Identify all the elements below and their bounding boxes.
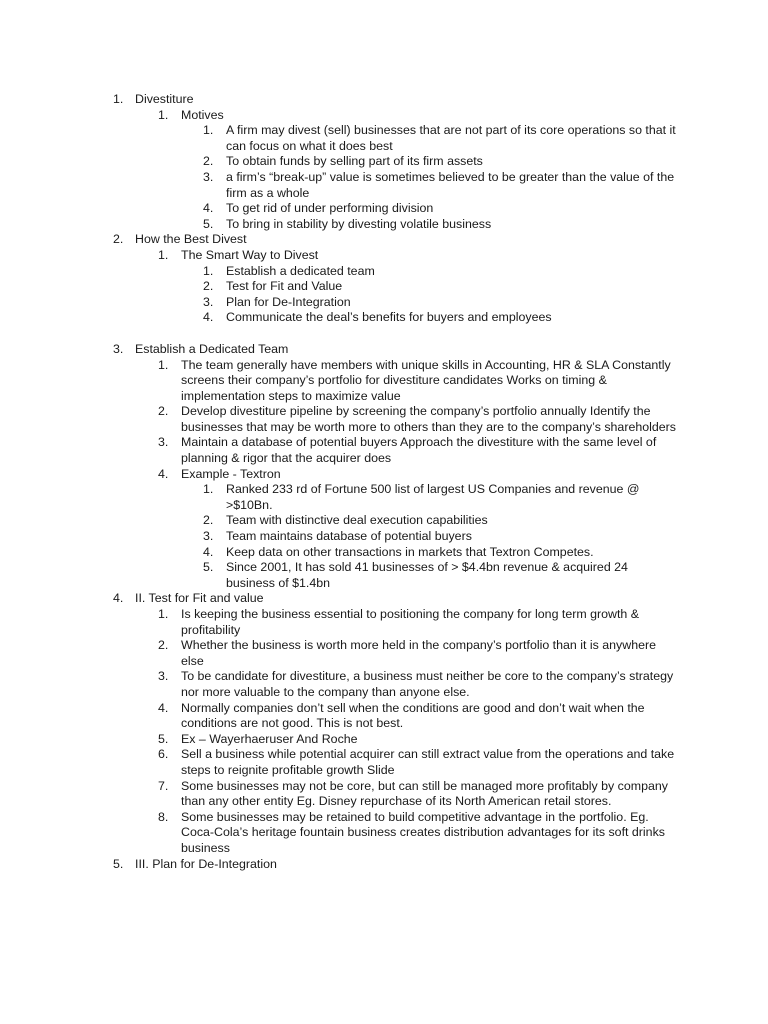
list-number: 2. xyxy=(203,154,214,169)
list-item xyxy=(0,669,768,700)
section-title: Establish a Dedicated Team xyxy=(135,341,289,356)
list-item xyxy=(0,404,768,435)
list-item xyxy=(0,560,768,591)
list-item-text: A firm may divest (sell) businesses that are not part of its core operations so that it can focus on what it does best xyxy=(226,123,676,153)
list-number: 1. xyxy=(158,247,169,262)
list-item-text: Some businesses may be retained to build competitive advantage in the portfolio. Eg. Coca-Cola’s heritage fountain business creates distribution advantages for its soft drinks business xyxy=(181,809,665,855)
list-item xyxy=(0,482,768,513)
document-outline xyxy=(0,92,768,872)
section-heading xyxy=(0,591,768,607)
list-item-text: Maintain a database of potential buyers Approach the divestiture with the same level of planning & rigor that the acquirer does xyxy=(181,435,657,466)
list-item xyxy=(0,295,768,311)
list-item xyxy=(0,217,768,233)
list-item-text: Sell a business while potential acquirer can still extract value from the operations and take steps to reignite profitable growth Slide xyxy=(181,747,675,777)
list-item-text: Team with distinctive deal execution capabilities xyxy=(226,513,488,528)
list-number: 3. xyxy=(203,294,214,309)
list-item-text: Since 2001, It has sold 41 businesses of > $4.4bn revenue & acquired 24 business of $1.4bn xyxy=(226,560,628,590)
list-item-text: a firm’s “break-up” value is sometimes believed to be greater than the value of the firm as a whole xyxy=(226,169,675,200)
list-number: 1. xyxy=(203,263,214,278)
list-item-text: Ranked 233 rd of Fortune 500 list of largest US Companies and revenue @ >$10Bn. xyxy=(226,482,640,512)
list-number: 5. xyxy=(113,856,124,871)
list-number: 1. xyxy=(203,123,214,138)
list-item-text: Some businesses may not be core, but can still be managed more profitably by company than any other entity Eg. Disney repurchase of its North American retail stores. xyxy=(181,778,668,809)
list-item-text: To be candidate for divestiture, a business must neither be core to the company’s strategy nor more valuable to the company than anyone else. xyxy=(181,669,674,699)
list-number: 3. xyxy=(158,435,169,450)
section-heading xyxy=(0,857,768,873)
section-title: How the Best Divest xyxy=(135,232,247,247)
list-number: 3. xyxy=(203,529,214,544)
list-number: 4. xyxy=(158,700,169,715)
list-number: 1. xyxy=(158,607,169,621)
list-number: 7. xyxy=(158,778,169,793)
list-number: 4. xyxy=(203,310,214,325)
list-number: 5. xyxy=(203,560,214,575)
list-item xyxy=(0,747,768,778)
list-item-text: Ex – Wayerhaeruser And Roche xyxy=(181,731,358,746)
list-number: 1. xyxy=(158,357,169,372)
list-item-text: To bring in stability by divesting volatile business xyxy=(226,216,492,231)
list-number: 1. xyxy=(113,92,124,106)
list-item xyxy=(0,779,768,810)
list-item xyxy=(0,638,768,669)
section-title: III. Plan for De-Integration xyxy=(135,856,277,871)
list-number: 4. xyxy=(113,591,124,606)
list-item-text: Keep data on other transactions in markets that Textron Competes. xyxy=(226,544,594,559)
list-item-text: Test for Fit and Value xyxy=(226,279,343,294)
list-item xyxy=(0,310,768,326)
list-item xyxy=(0,607,768,638)
list-item-text: Is keeping the business essential to positioning the company for long term growth & profitability xyxy=(181,607,640,637)
list-item-text: Example - Textron xyxy=(181,466,281,481)
list-item xyxy=(0,264,768,280)
list-item xyxy=(0,529,768,545)
list-number: 2. xyxy=(158,404,169,419)
list-item-text: Whether the business is worth more held in the company’s portfolio than it is anywhere else xyxy=(181,638,656,668)
list-number: 4. xyxy=(158,466,169,481)
section-title: Divestiture xyxy=(135,92,194,106)
list-item xyxy=(0,108,768,124)
list-item xyxy=(0,123,768,154)
list-item-text: Team maintains database of potential buyers xyxy=(226,529,472,544)
section-heading xyxy=(0,232,768,248)
list-item xyxy=(0,435,768,466)
list-item xyxy=(0,467,768,483)
list-item xyxy=(0,513,768,529)
list-item xyxy=(0,810,768,857)
section-heading xyxy=(0,342,768,358)
list-number: 3. xyxy=(113,341,124,356)
list-number: 6. xyxy=(158,747,169,762)
list-item xyxy=(0,170,768,201)
list-item-text: Develop divestiture pipeline by screening the company’s portfolio annually Identify the businesses that may be worth more to others than they are to the company’s shareholders xyxy=(181,404,676,434)
list-number: 4. xyxy=(203,201,214,216)
list-number: 3. xyxy=(158,669,169,684)
list-item-text: To get rid of under performing division xyxy=(226,201,434,216)
list-item-text: To obtain funds by selling part of its firm assets xyxy=(226,154,483,169)
list-item xyxy=(0,154,768,170)
list-item-text: Motives xyxy=(181,107,224,122)
blank-line xyxy=(0,326,768,342)
list-item xyxy=(0,358,768,405)
list-item-text: Plan for De-Integration xyxy=(226,294,351,309)
list-number: 5. xyxy=(158,731,169,746)
list-item-text: Communicate the deal’s benefits for buyers and employees xyxy=(226,310,552,325)
list-item xyxy=(0,732,768,748)
list-number: 8. xyxy=(158,809,169,824)
list-number: 5. xyxy=(203,216,214,231)
list-item xyxy=(0,201,768,217)
section-heading xyxy=(0,92,768,108)
section-title: II. Test for Fit and value xyxy=(135,591,264,606)
list-item-text: The Smart Way to Divest xyxy=(181,247,319,262)
list-number: 1. xyxy=(158,107,169,122)
list-number: 3. xyxy=(203,169,214,184)
list-item-text: Establish a dedicated team xyxy=(226,263,375,278)
list-number: 4. xyxy=(203,544,214,559)
list-item-text: The team generally have members with unique skills in Accounting, HR & SLA Constantly screens their company’s portfolio for divestiture candidates Works on timing & implementation steps to maximize value xyxy=(181,357,671,403)
list-number: 2. xyxy=(203,513,214,528)
list-number: 2. xyxy=(203,279,214,294)
list-number: 2. xyxy=(113,232,124,247)
list-item xyxy=(0,279,768,295)
list-number: 2. xyxy=(158,638,169,653)
list-item xyxy=(0,248,768,264)
list-item xyxy=(0,701,768,732)
list-item-text: Normally companies don’t sell when the conditions are good and don’t wait when the conditions are not good. This is not best. xyxy=(181,700,645,731)
list-number: 1. xyxy=(203,482,214,497)
list-item xyxy=(0,545,768,561)
